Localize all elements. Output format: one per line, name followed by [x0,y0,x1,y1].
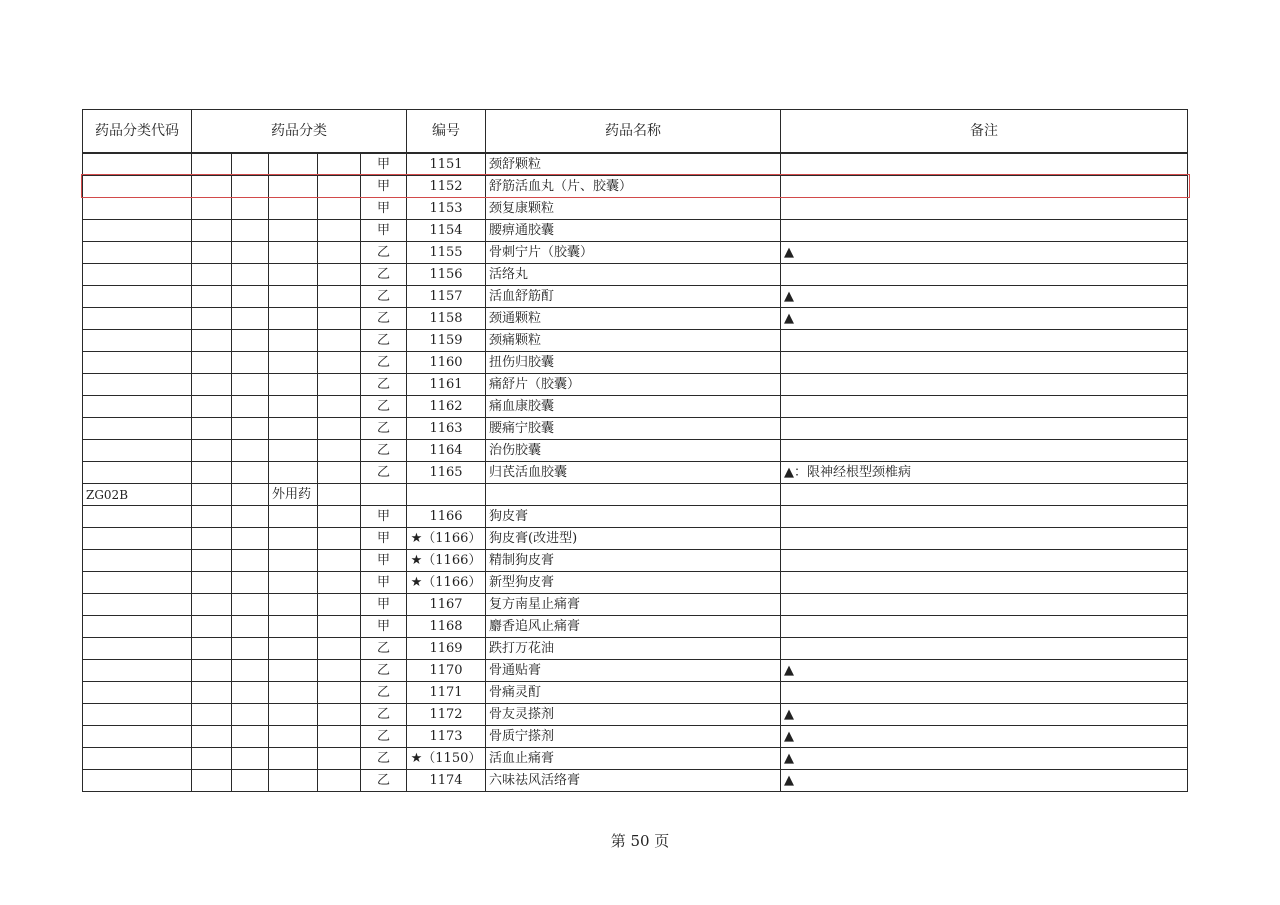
cell-category-level-1 [192,153,232,176]
cell-category-code [83,528,192,550]
cell-grade: 甲 [361,176,407,198]
cell-drug-name: 活血舒筋酊 [486,286,781,308]
cell-number: ★（1150） [407,748,486,770]
cell-category-level-2 [232,770,269,792]
cell-note [781,572,1188,594]
cell-category-level-2 [232,704,269,726]
cell-number: 1171 [407,682,486,704]
cell-category-name [269,264,318,286]
cell-drug-name: 颈复康颗粒 [486,198,781,220]
cell-number: 1160 [407,352,486,374]
cell-category-level-1 [192,616,232,638]
cell-category-level-1 [192,396,232,418]
cell-grade: 乙 [361,440,407,462]
cell-grade: 甲 [361,572,407,594]
cell-category-level-4 [318,660,361,682]
cell-category-code [83,308,192,330]
cell-category-level-4 [318,308,361,330]
cell-grade: 乙 [361,374,407,396]
table-row[interactable] [83,198,1188,220]
cell-note [781,264,1188,286]
cell-number: ★（1166） [407,550,486,572]
cell-category-level-4 [318,286,361,308]
cell-note: ▲ [781,748,1188,770]
cell-category-level-1 [192,264,232,286]
cell-category-level-2 [232,638,269,660]
cell-grade: 乙 [361,418,407,440]
table-row[interactable] [83,330,1188,352]
cell-category-level-1 [192,682,232,704]
cell-category-level-2 [232,616,269,638]
cell-category-code [83,440,192,462]
table-row[interactable] [83,176,1188,198]
cell-category-level-1 [192,440,232,462]
cell-category-level-4 [318,770,361,792]
cell-grade: 甲 [361,594,407,616]
cell-category-level-2 [232,594,269,616]
cell-number: 1157 [407,286,486,308]
cell-category-code [83,242,192,264]
cell-drug-name: 治伤胶囊 [486,440,781,462]
table-row[interactable] [83,506,1188,528]
cell-note [781,528,1188,550]
cell-note: ▲ [781,770,1188,792]
cell-category-level-4 [318,396,361,418]
table-row[interactable] [83,770,1188,792]
cell-grade: 乙 [361,660,407,682]
cell-category-code [83,506,192,528]
cell-category-code [83,550,192,572]
cell-grade: 甲 [361,528,407,550]
cell-category-level-4 [318,594,361,616]
cell-drug-name: 活血止痛膏 [486,748,781,770]
cell-category-name [269,506,318,528]
cell-drug-name: 痛血康胶囊 [486,396,781,418]
cell-category-level-4 [318,638,361,660]
cell-category-code [83,660,192,682]
cell-drug-name: 跌打万花油 [486,638,781,660]
cell-category-level-2 [232,374,269,396]
cell-drug-name: 骨刺宁片（胶囊） [486,242,781,264]
cell-number: 1161 [407,374,486,396]
cell-category-level-2 [232,264,269,286]
cell-category-level-4 [318,418,361,440]
cell-drug-name: 复方南星止痛膏 [486,594,781,616]
cell-category-code [83,286,192,308]
cell-category-level-2 [232,176,269,198]
cell-category-level-1 [192,462,232,484]
cell-category-level-1 [192,484,232,506]
cell-category-code [83,462,192,484]
cell-category-code [83,616,192,638]
cell-category-level-2 [232,660,269,682]
cell-grade: 乙 [361,308,407,330]
cell-note [781,638,1188,660]
cell-grade: 乙 [361,638,407,660]
cell-category-name [269,616,318,638]
cell-category-level-4 [318,440,361,462]
cell-category-level-1 [192,286,232,308]
cell-category-level-2 [232,330,269,352]
cell-category-level-4 [318,264,361,286]
cell-drug-name: 腰痛宁胶囊 [486,418,781,440]
cell-number: 1174 [407,770,486,792]
cell-drug-name [486,484,781,506]
cell-note [781,506,1188,528]
table-row[interactable] [83,682,1188,704]
cell-grade: 甲 [361,506,407,528]
cell-category-code [83,198,192,220]
cell-category-level-2 [232,550,269,572]
cell-number: 1162 [407,396,486,418]
table-row[interactable] [83,418,1188,440]
cell-number: 1173 [407,726,486,748]
cell-note [781,418,1188,440]
table-row[interactable] [83,396,1188,418]
table-row[interactable] [83,704,1188,726]
cell-note [781,330,1188,352]
cell-category-level-4 [318,352,361,374]
cell-number: 1168 [407,616,486,638]
cell-category-name [269,220,318,242]
cell-category-code [83,396,192,418]
cell-number [407,484,486,506]
cell-drug-name: 颈通颗粒 [486,308,781,330]
table-row[interactable] [83,352,1188,374]
cell-category-level-2 [232,726,269,748]
cell-category-level-2 [232,220,269,242]
table-row[interactable] [83,153,1188,176]
cell-number: 1169 [407,638,486,660]
table-row[interactable] [83,748,1188,770]
cell-note: ▲：限神经根型颈椎病 [781,462,1188,484]
cell-category-name [269,418,318,440]
cell-category-level-4 [318,682,361,704]
cell-grade [361,484,407,506]
cell-grade: 乙 [361,242,407,264]
cell-grade: 乙 [361,396,407,418]
cell-category-name [269,638,318,660]
cell-category-code [83,726,192,748]
cell-category-level-4 [318,374,361,396]
cell-category-level-1 [192,594,232,616]
cell-category-level-1 [192,330,232,352]
table-row[interactable] [83,550,1188,572]
cell-drug-name: 归芪活血胶囊 [486,462,781,484]
table-row[interactable] [83,374,1188,396]
cell-category-level-2 [232,242,269,264]
cell-drug-name: 骨痛灵酊 [486,682,781,704]
cell-drug-name: 活络丸 [486,264,781,286]
cell-drug-name: 狗皮膏(改进型) [486,528,781,550]
cell-category-name [269,374,318,396]
cell-category-level-2 [232,396,269,418]
cell-category-level-1 [192,660,232,682]
header-code: 药品分类代码 [83,110,192,154]
cell-category-level-4 [318,198,361,220]
cell-category-code [83,153,192,176]
table-row[interactable] [83,462,1188,484]
cell-category-level-4 [318,748,361,770]
cell-category-level-4 [318,153,361,176]
cell-category-level-2 [232,153,269,176]
cell-note [781,550,1188,572]
cell-category-level-4 [318,506,361,528]
cell-category-level-1 [192,726,232,748]
table-row[interactable] [83,308,1188,330]
cell-number: 1164 [407,440,486,462]
cell-grade: 乙 [361,704,407,726]
cell-category-name [269,286,318,308]
cell-category-name [269,462,318,484]
cell-drug-name: 狗皮膏 [486,506,781,528]
cell-grade: 乙 [361,264,407,286]
cell-category-level-2 [232,682,269,704]
cell-category-level-4 [318,528,361,550]
cell-category-name [269,704,318,726]
cell-category-level-4 [318,462,361,484]
cell-drug-name: 精制狗皮膏 [486,550,781,572]
cell-category-level-1 [192,352,232,374]
cell-category-name: 外用药 [269,484,318,506]
cell-number: 1158 [407,308,486,330]
cell-category-name [269,550,318,572]
cell-category-level-1 [192,770,232,792]
cell-number: 1167 [407,594,486,616]
cell-category-code [83,770,192,792]
cell-category-level-1 [192,242,232,264]
cell-note: ▲ [781,660,1188,682]
cell-note [781,440,1188,462]
header-name: 药品名称 [486,110,781,154]
cell-category-name [269,748,318,770]
cell-category-level-1 [192,220,232,242]
cell-category-level-2 [232,484,269,506]
cell-note [781,220,1188,242]
cell-category-name [269,440,318,462]
cell-category-level-1 [192,704,232,726]
table-row[interactable] [83,616,1188,638]
cell-category-level-1 [192,572,232,594]
cell-drug-name: 麝香追风止痛膏 [486,616,781,638]
cell-category-level-4 [318,220,361,242]
cell-category-name [269,572,318,594]
cell-note [781,176,1188,198]
cell-grade: 乙 [361,286,407,308]
cell-category-code [83,418,192,440]
cell-category-code [83,330,192,352]
cell-number: 1156 [407,264,486,286]
cell-category-level-1 [192,198,232,220]
cell-drug-name: 舒筋活血丸（片、胶囊） [486,176,781,198]
cell-number: ★（1166） [407,572,486,594]
cell-category-name [269,330,318,352]
header-note: 备注 [781,110,1188,154]
cell-note [781,682,1188,704]
cell-category-code [83,638,192,660]
header-number: 编号 [407,110,486,154]
cell-number: 1155 [407,242,486,264]
cell-category-level-2 [232,462,269,484]
drug-catalog-table [82,109,1188,792]
cell-category-level-4 [318,550,361,572]
cell-grade: 乙 [361,352,407,374]
cell-category-level-1 [192,638,232,660]
cell-number: 1170 [407,660,486,682]
cell-category-name [269,594,318,616]
cell-drug-name: 痛舒片（胶囊） [486,374,781,396]
table-header-row [83,110,1188,154]
cell-grade: 乙 [361,770,407,792]
cell-grade: 甲 [361,153,407,176]
cell-category-name [269,242,318,264]
cell-category-code [83,704,192,726]
header-category: 药品分类 [192,110,407,154]
cell-category-code [83,352,192,374]
cell-number: 1151 [407,153,486,176]
cell-category-level-1 [192,528,232,550]
cell-grade: 甲 [361,220,407,242]
cell-grade: 乙 [361,682,407,704]
cell-drug-name: 六味祛风活络膏 [486,770,781,792]
cell-note [781,352,1188,374]
cell-category-level-1 [192,176,232,198]
cell-category-level-1 [192,418,232,440]
cell-category-level-2 [232,286,269,308]
cell-category-level-4 [318,484,361,506]
page-number: 第 50 页 [610,832,670,850]
cell-category-level-4 [318,726,361,748]
cell-note [781,396,1188,418]
cell-drug-name: 颈痛颗粒 [486,330,781,352]
cell-category-name [269,726,318,748]
cell-grade: 乙 [361,748,407,770]
cell-grade: 甲 [361,616,407,638]
cell-number: 1159 [407,330,486,352]
cell-category-name [269,770,318,792]
cell-category-name [269,308,318,330]
cell-category-level-2 [232,418,269,440]
cell-category-level-4 [318,330,361,352]
cell-category-code: ZG02B [83,484,192,506]
cell-grade: 甲 [361,198,407,220]
cell-category-level-2 [232,572,269,594]
table-row[interactable] [83,572,1188,594]
cell-note [781,594,1188,616]
cell-note: ▲ [781,242,1188,264]
cell-category-code [83,264,192,286]
cell-drug-name: 扭伤归胶囊 [486,352,781,374]
cell-note: ▲ [781,286,1188,308]
cell-number: 1153 [407,198,486,220]
cell-note: ▲ [781,704,1188,726]
cell-grade: 甲 [361,550,407,572]
cell-number: 1172 [407,704,486,726]
table-row[interactable] [83,484,1188,506]
cell-category-level-1 [192,506,232,528]
cell-category-level-2 [232,506,269,528]
cell-category-code [83,572,192,594]
table-row[interactable] [83,594,1188,616]
cell-category-code [83,682,192,704]
cell-category-level-4 [318,242,361,264]
cell-note: ▲ [781,308,1188,330]
cell-category-name [269,660,318,682]
cell-drug-name: 新型狗皮膏 [486,572,781,594]
cell-category-level-4 [318,704,361,726]
cell-drug-name: 颈舒颗粒 [486,153,781,176]
cell-category-level-2 [232,308,269,330]
cell-number: 1165 [407,462,486,484]
cell-category-code [83,176,192,198]
cell-category-level-2 [232,198,269,220]
table-row[interactable] [83,440,1188,462]
cell-category-level-4 [318,572,361,594]
cell-category-level-1 [192,374,232,396]
cell-number: 1152 [407,176,486,198]
cell-drug-name: 骨友灵搽剂 [486,704,781,726]
cell-category-level-4 [318,176,361,198]
cell-category-level-2 [232,440,269,462]
cell-category-name [269,352,318,374]
cell-category-name [269,176,318,198]
cell-category-name [269,528,318,550]
table-row[interactable] [83,660,1188,682]
cell-number: 1154 [407,220,486,242]
cell-number: 1163 [407,418,486,440]
cell-drug-name: 腰痹通胶囊 [486,220,781,242]
cell-category-level-1 [192,550,232,572]
cell-category-level-2 [232,352,269,374]
cell-note [781,484,1188,506]
cell-note [781,198,1188,220]
table-row[interactable] [83,242,1188,264]
table-row[interactable] [83,638,1188,660]
table-row[interactable] [83,220,1188,242]
cell-grade: 乙 [361,462,407,484]
cell-drug-name: 骨质宁搽剂 [486,726,781,748]
cell-category-name [269,153,318,176]
cell-category-code [83,220,192,242]
cell-number: 1166 [407,506,486,528]
cell-drug-name: 骨通贴膏 [486,660,781,682]
cell-category-code [83,748,192,770]
cell-category-code [83,594,192,616]
cell-grade: 乙 [361,726,407,748]
table-row[interactable] [83,264,1188,286]
cell-grade: 乙 [361,330,407,352]
cell-category-name [269,396,318,418]
cell-number: ★（1166） [407,528,486,550]
table-row[interactable] [83,528,1188,550]
cell-note [781,616,1188,638]
cell-category-name [269,198,318,220]
cell-category-name [269,682,318,704]
cell-category-level-1 [192,748,232,770]
cell-category-level-1 [192,308,232,330]
cell-note: ▲ [781,726,1188,748]
cell-category-level-2 [232,748,269,770]
cell-category-level-4 [318,616,361,638]
cell-category-code [83,374,192,396]
cell-note [781,374,1188,396]
table-row[interactable] [83,726,1188,748]
table-row[interactable] [83,286,1188,308]
cell-category-level-2 [232,528,269,550]
cell-note [781,153,1188,176]
